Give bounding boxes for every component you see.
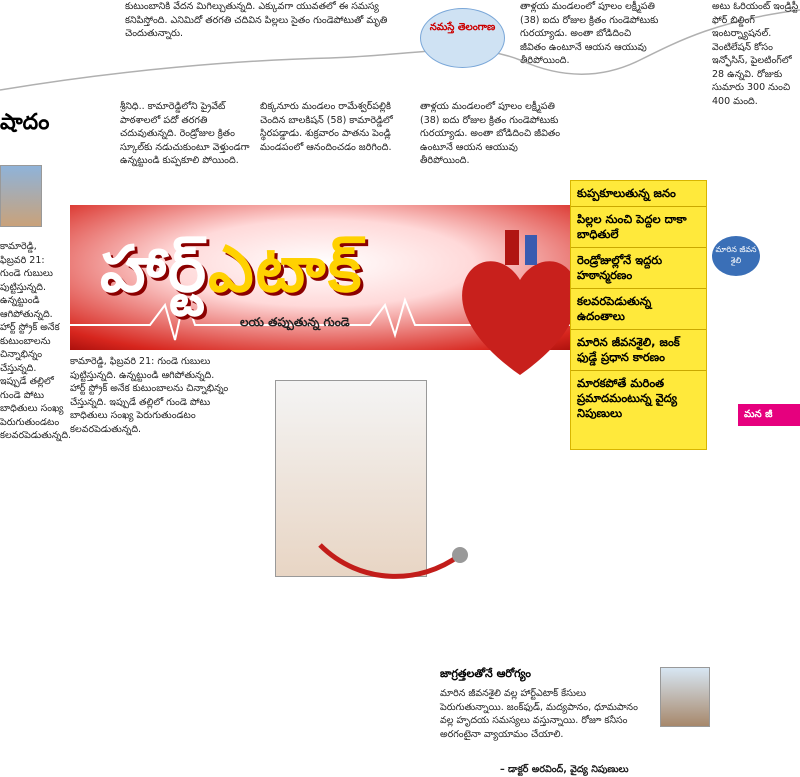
hero-title bbox=[100, 233, 363, 322]
man-photo bbox=[0, 165, 42, 227]
key-point: రెండ్రోజుల్లోనే ఇద్దరు హఠాన్మరణం bbox=[571, 248, 706, 289]
doctor-photo bbox=[660, 667, 710, 727]
mid-col-2: బిక్కనూరు మండలం రామేశ్వర్‌పల్లికి చెందిన బాలకిషన్ (58) కామారెడ్డిలో స్థిరపడ్డాడు. శుక్రవారం పాతను పెండ్లి మండపంలో ఆనందించడం జరిగింది. bbox=[260, 101, 393, 153]
left-edge-column bbox=[0, 90, 72, 618]
section-header-pink: మన జీ bbox=[738, 404, 800, 426]
doctor-heading: జాగ్రత్తలతోనే ఆరోగ్యం bbox=[440, 667, 531, 680]
key-point: కలవరపెడుతున్న ఉదంతాలు bbox=[571, 289, 706, 330]
key-point: కుప్పకూలుతున్న జనం bbox=[571, 181, 706, 207]
hero-title-part2: ఎటాక్ bbox=[208, 233, 364, 307]
doctor-advice-box bbox=[440, 667, 710, 777]
mid-col-1: శ్రీనిధి.. కామారెడ్డిలోని ప్రైవేట్ పాఠశాలలో పదో తరగతి చదువుతున్నది. రెండ్రోజుల క్రితం స్కూల్‌కు నడుచుకుంటూ వెళ్తుండగా ఉన్నట్టుండి కుప్పకూలి పోయింది. bbox=[120, 101, 250, 166]
right-edge-column bbox=[712, 0, 800, 618]
left-edge-text: కామారెడ్డి, ఫిబ్రవరి 21: గుండె గుబులు పుట్టిస్తున్నది. ఉన్నట్టుండి ఆగిపోతున్నది. హార్ట్ స్ట్రోక్ అనేక కుటుంబాలను చిన్నాభిన్నం చేస్తున్నది. ఇప్పుడే తల్లిలో గుండె పోటు బాధితులు సంఖ్య పెరుగుతుండటం కలవరపెడుతున్నది. bbox=[0, 241, 72, 441]
key-point: మారకపోతే మరింత ప్రమాదమంటున్న వైద్య నిపుణులు bbox=[577, 376, 677, 420]
top-column-text: కుటుంబానికి వేదన మిగిల్చుతున్నది. ఎక్కువగా యువతలో ఈ సమస్య కనిపిస్తోంది. ఎనిమిదో తరగతి చదివిన పిల్లలు సైతం గుండెపోటుతో మృతి చెందుతున్నారు. bbox=[125, 1, 388, 39]
wavy-divider bbox=[0, 0, 800, 110]
stethoscope-icon bbox=[310, 535, 470, 595]
heart-illustration bbox=[450, 225, 590, 385]
top-right-column-text: తాళ్లయ మండలంలో పూలం లక్ష్మీపతి (38) ఐదు రోజుల క్రితం గుండెపోటుకు గురయ్యాడు. అంతా బోడిదించి జీవితం ఉంటూనే ఆయన ఆయువు తీరిపోయింది. bbox=[520, 1, 659, 66]
key-point: పిల్లల నుంచి పెద్దల దాకా బాధితులే bbox=[571, 207, 706, 248]
doctor-advice-text: మారిన జీవనశైలి వల్ల హార్ట్‌ఎటాక్ కేసులు పెరుగుతున్నాయి. జంక్‌ఫుడ్, మద్యపానం, ధూమపానం వల్ల హృదయ సమస్యలు వస్తున్నాయి. రోజూ కనీసం అరగంటైనా వ్యాయామం చేయాలి. bbox=[440, 688, 638, 740]
right-edge-text: అటు ఓరియంట్ ఇండ్రిస్టీ ఫోర్ బిల్డింగ్ ఇంటర్న్యాషనల్. వెంటిలేషన్ కోసం ఇన్ఫోసిస్, పైలటింగ్‌లో 28 ఉన్నవి. రోజుకు సుమారు 300 నుంచి 400 మంది. bbox=[712, 1, 799, 107]
article-body-col1: కామారెడ్డి, ఫిబ్రవరి 21: గుండె గుబులు పుట్టిస్తున్నది. ఉన్నట్టుండి ఆగిపోతున్నది. హార్ట్ స్ట్రోక్ అనేక కుటుంబాలను చిన్నాభిన్నం చేస్తున్నది. ఇప్పుడే తల్లిలో గుండె పోటు బాధితులు సంఖ్య పెరుగుతుండటం కలవరపెడుతున్నది. bbox=[70, 356, 229, 435]
lifestyle-tag: మారిన జీవన శైలి bbox=[712, 236, 760, 276]
hero-title-part1: హార్ట్ bbox=[100, 233, 209, 307]
key-points-box bbox=[570, 180, 707, 450]
left-heading: షాదం bbox=[0, 110, 50, 135]
newspaper-badge: నమస్తే తెలంగాణ bbox=[420, 8, 505, 68]
key-point: మారిన జీవనశైలి, జంక్ ఫుడ్డే ప్రధాన కారణం bbox=[571, 330, 706, 371]
top-text-band bbox=[0, 0, 800, 110]
mid-col-3: తాళ్లయ మండలంలో పూలం లక్ష్మీపతి (38) ఐదు రోజుల క్రితం గుండెపోటుకు గురయ్యాడు. అంతా బోడిదించి జీవితం ఉంటూనే ఆయన ఆయువు తీరిపోయింది. bbox=[420, 101, 561, 166]
hero-subtitle: లయ తప్పుతున్న గుండె bbox=[240, 315, 350, 329]
doctor-byline: – డాక్టర్ అరవింద్, వైద్య నిపుణులు bbox=[500, 764, 629, 775]
